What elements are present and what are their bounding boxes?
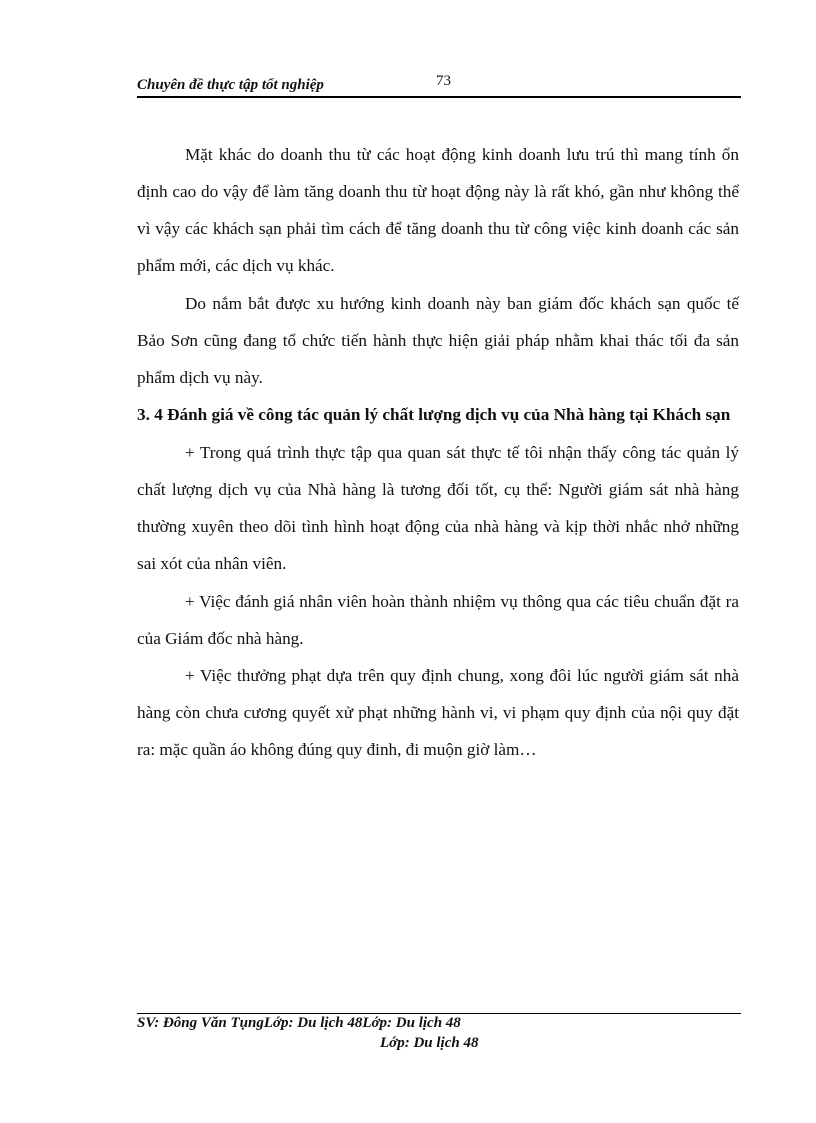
bullet-paragraph: + Việc đánh giá nhân viên hoàn thành nhiệm vụ thông qua các tiêu chuẩn đặt ra của Giám đốc nhà hàng. <box>137 592 739 648</box>
header-title: Chuyên đề thực tập tốt nghiệp <box>137 77 324 93</box>
document-body <box>137 136 739 768</box>
section-heading: 3. 4 Đánh giá về công tác quản lý chất lượng dịch vụ của Nhà hàng tại Khách sạn <box>137 405 731 424</box>
body-paragraph: Do nắm bắt được xu hướng kinh doanh này ban giám đốc khách sạn quốc tế Bảo Sơn cũng đang tổ chức tiến hành thực hiện giải pháp nhằm khai thác tối đa sản phẩm dịch vụ này. <box>137 294 739 387</box>
footer-student-info: SV: Đông Văn TụngLớp: Du lịch 48Lớp: Du lịch 48 <box>137 1015 461 1031</box>
bullet-paragraph: + Việc thưởng phạt dựa trên quy định chung, xong đôi lúc người giám sát nhà hàng còn chưa cương quyết xử phạt những hành vi, vi phạm quy định của nội quy đặt ra: mặc quần áo không đúng quy đinh, đi muộn giờ làm… <box>137 666 739 759</box>
footer-divider <box>137 1013 741 1014</box>
footer-class-info: Lớp: Du lịch 48 <box>380 1035 479 1051</box>
header-divider <box>137 96 741 98</box>
body-paragraph: Mặt khác do doanh thu từ các hoạt động kinh doanh lưu trú thì mang tính ổn định cao do vậy để làm tăng doanh thu từ hoạt động này là rất khó, gần như không thể vì vậy các khách sạn phải tìm cách để tăng doanh thu từ công việc kinh doanh các sản phẩm mới, các dịch vụ khác. <box>137 145 739 275</box>
bullet-paragraph: + Trong quá trình thực tập qua quan sát thực tế tôi nhận thấy công tác quản lý chất lượng dịch vụ của Nhà hàng là tương đối tốt, cụ thể: Người giám sát nhà hàng thường xuyên theo dõi tình hình hoạt động của nhà hàng và kịp thời nhắc nhở những sai xót của nhân viên. <box>137 443 739 573</box>
page-number: 73 <box>436 73 451 89</box>
